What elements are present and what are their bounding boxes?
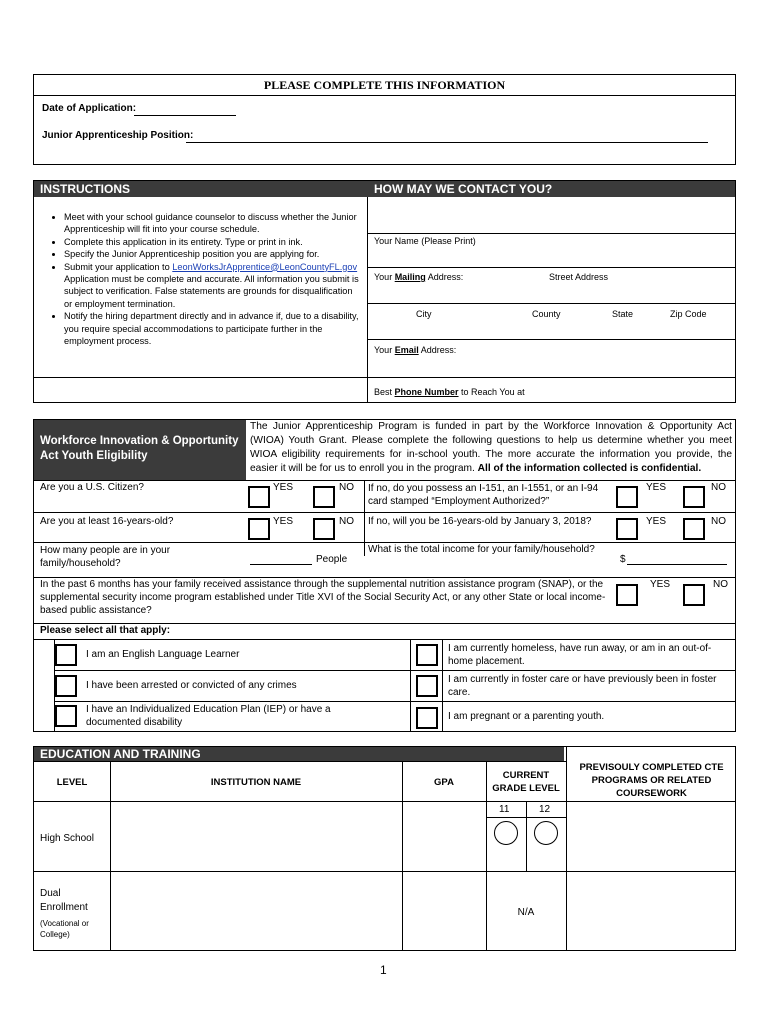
dual-institution-field[interactable] bbox=[111, 872, 401, 949]
application-info-section bbox=[33, 74, 736, 165]
no-label: NO bbox=[711, 516, 726, 527]
email-address-field[interactable] bbox=[368, 339, 735, 377]
email-address-label: Your Email Address: bbox=[374, 345, 457, 355]
high-school-gpa-field[interactable] bbox=[403, 802, 485, 870]
grade-11-label: 11 bbox=[499, 804, 510, 815]
level-column-header: LEVEL bbox=[56, 777, 88, 788]
county-label: County bbox=[532, 309, 561, 319]
age-question: Are you at least 16-years-old? bbox=[40, 516, 174, 527]
select-all-label: Please select all that apply: bbox=[40, 625, 171, 636]
pregnant-checkbox[interactable] bbox=[416, 707, 438, 729]
contact-header: HOW MAY WE CONTACT YOU? bbox=[368, 181, 735, 197]
submit-email-link[interactable]: LeonWorksJrApprentice@LeonCountyFL.gov bbox=[172, 261, 358, 272]
income-field[interactable] bbox=[627, 554, 727, 565]
age-no-checkbox[interactable] bbox=[313, 518, 335, 540]
grade-12-label: 12 bbox=[539, 804, 551, 815]
age-yes-checkbox[interactable] bbox=[248, 518, 270, 540]
no-label: NO bbox=[339, 482, 354, 493]
institution-column-header: INSTITUTION NAME bbox=[210, 777, 302, 788]
education-section bbox=[33, 746, 736, 951]
yes-label: YES bbox=[273, 516, 294, 527]
snap-yes-checkbox[interactable] bbox=[616, 584, 638, 606]
street-address-label: Street Address bbox=[549, 272, 609, 282]
income-question: What is the total income for your family/household? bbox=[368, 544, 595, 555]
yes-label: YES bbox=[646, 482, 667, 493]
foster-option: I am currently in foster care or have previously been in foster care. bbox=[448, 674, 717, 698]
citizen-yes-checkbox[interactable] bbox=[248, 486, 270, 508]
grade-12-radio[interactable] bbox=[534, 821, 558, 845]
mailing-address-label: Your Mailing Address: bbox=[374, 272, 464, 282]
instructions-list bbox=[36, 211, 361, 347]
wioa-header: Workforce Innovation & Opportunity Act Youth Eligibility bbox=[34, 420, 246, 480]
grade-column-header: CURRENT GRADE LEVEL bbox=[492, 770, 560, 794]
name-field[interactable] bbox=[368, 233, 735, 267]
income-dollar: $ bbox=[620, 554, 626, 565]
household-size-field[interactable] bbox=[250, 554, 312, 565]
info-title: PLEASE COMPLETE THIS INFORMATION bbox=[34, 75, 735, 96]
instruction-item: • Specify the Junior Apprenticeship position you are applying for. bbox=[64, 248, 361, 260]
dual-enrollment-label: Dual Enrollment bbox=[40, 888, 88, 913]
position-field[interactable] bbox=[186, 130, 708, 143]
yes-label: YES bbox=[646, 516, 667, 527]
age-16-no-checkbox[interactable] bbox=[683, 518, 705, 540]
yes-label: YES bbox=[273, 482, 294, 493]
homeless-checkbox[interactable] bbox=[416, 644, 438, 666]
age-16-question: If no, will you be 16-years-old by January 3, 2018? bbox=[368, 516, 592, 527]
page-number: 1 bbox=[380, 963, 387, 977]
snap-no-checkbox[interactable] bbox=[683, 584, 705, 606]
citizen-question: Are you a U.S. Citizen? bbox=[40, 482, 144, 493]
street-address-field[interactable] bbox=[368, 267, 735, 303]
dual-grade-na: N/A bbox=[517, 907, 535, 918]
high-school-institution-field[interactable] bbox=[111, 802, 401, 870]
high-school-label: High School bbox=[40, 833, 94, 844]
ell-option: I am an English Language Learner bbox=[86, 649, 240, 660]
i151-question: If no, do you possess an I-151, an I-1551, or an I-94 card stamped “Employment Authorized?” bbox=[368, 483, 599, 507]
name-label: Your Name (Please Print) bbox=[374, 236, 476, 246]
people-label: People bbox=[316, 554, 348, 565]
cte-column-header: PREVISOULY COMPLETED CTE PROGRAMS OR RELATED COURSEWORK bbox=[579, 762, 724, 799]
no-label: NO bbox=[339, 516, 354, 527]
no-label: NO bbox=[713, 579, 728, 590]
ell-checkbox[interactable] bbox=[55, 644, 77, 666]
wioa-section bbox=[33, 419, 736, 732]
wioa-intro: The Junior Apprenticeship Program is funded in part by the Workforce Innovation & Opportunity Act (WIOA) Youth Grant. Please complete the following questions to help us determine whether you meet WIOA eligibility requirements for in-school youth. The more accurate the information you provide, the easier it will be for us to enroll you in the program. All of the information collected is confidential. bbox=[250, 421, 732, 474]
homeless-option: I am currently homeless, have run away, or am in an out-of-home placement. bbox=[448, 643, 712, 667]
zip-code-label: Zip Code bbox=[670, 309, 707, 319]
i151-no-checkbox[interactable] bbox=[683, 486, 705, 508]
high-school-cte-field[interactable] bbox=[567, 802, 734, 870]
phone-number-label: Best Phone Number to Reach You at bbox=[374, 387, 525, 397]
instruction-item: • Complete this application in its entirety. Type or print in ink. bbox=[64, 236, 361, 248]
instruction-item: • Meet with your school guidance counselor to discuss whether the Junior Apprenticeship will fit into your course schedule. bbox=[64, 211, 361, 236]
foster-checkbox[interactable] bbox=[416, 675, 438, 697]
gpa-column-header: GPA bbox=[434, 777, 454, 788]
no-label: NO bbox=[711, 482, 726, 493]
phone-number-field[interactable] bbox=[368, 377, 735, 402]
date-of-application-field[interactable] bbox=[134, 103, 236, 116]
snap-question: In the past 6 months has your family received assistance through the supplemental nutrition assistance program (SNAP), or the supplemental security income program established under Title XVI of the Social Security Act, or any other State or local income-based public assistance? bbox=[40, 579, 606, 616]
dual-enrollment-sublabel: (Vocational or College) bbox=[40, 919, 89, 939]
date-of-application-label: Date of Application: bbox=[42, 103, 137, 114]
yes-label: YES bbox=[650, 579, 671, 590]
city-label: City bbox=[416, 309, 432, 319]
pregnant-option: I am pregnant or a parenting youth. bbox=[448, 711, 605, 722]
instructions-contact-section bbox=[33, 180, 736, 403]
education-header: EDUCATION AND TRAINING bbox=[34, 747, 564, 761]
arrested-checkbox[interactable] bbox=[55, 675, 77, 697]
city-county-state-zip-field[interactable] bbox=[368, 303, 735, 339]
instruction-item: • Submit your application to LeonWorksJrApprentice@LeonCountyFL.gov Application must be complete and accurate. All information you submit is subject to verification. False statements are grounds for disqualification or employment termination. bbox=[64, 261, 361, 311]
grade-11-radio[interactable] bbox=[494, 821, 518, 845]
household-size-question: How many people are in your family/household? bbox=[40, 545, 171, 569]
citizen-no-checkbox[interactable] bbox=[313, 486, 335, 508]
state-label: State bbox=[612, 309, 634, 319]
dual-gpa-field[interactable] bbox=[403, 872, 485, 949]
i151-yes-checkbox[interactable] bbox=[616, 486, 638, 508]
age-16-yes-checkbox[interactable] bbox=[616, 518, 638, 540]
instructions-header: INSTRUCTIONS bbox=[34, 181, 368, 197]
iep-checkbox[interactable] bbox=[55, 705, 77, 727]
arrested-option: I have been arrested or convicted of any crimes bbox=[86, 680, 297, 691]
iep-option: I have an Individualized Education Plan (IEP) or have a documented disability bbox=[86, 704, 331, 728]
dual-cte-field[interactable] bbox=[567, 872, 734, 949]
instruction-item: • Notify the hiring department directly and in advance if, due to a disability, you require special accommodations to participate further in the employment process. bbox=[64, 310, 361, 347]
position-label: Junior Apprenticeship Position: bbox=[42, 130, 194, 141]
